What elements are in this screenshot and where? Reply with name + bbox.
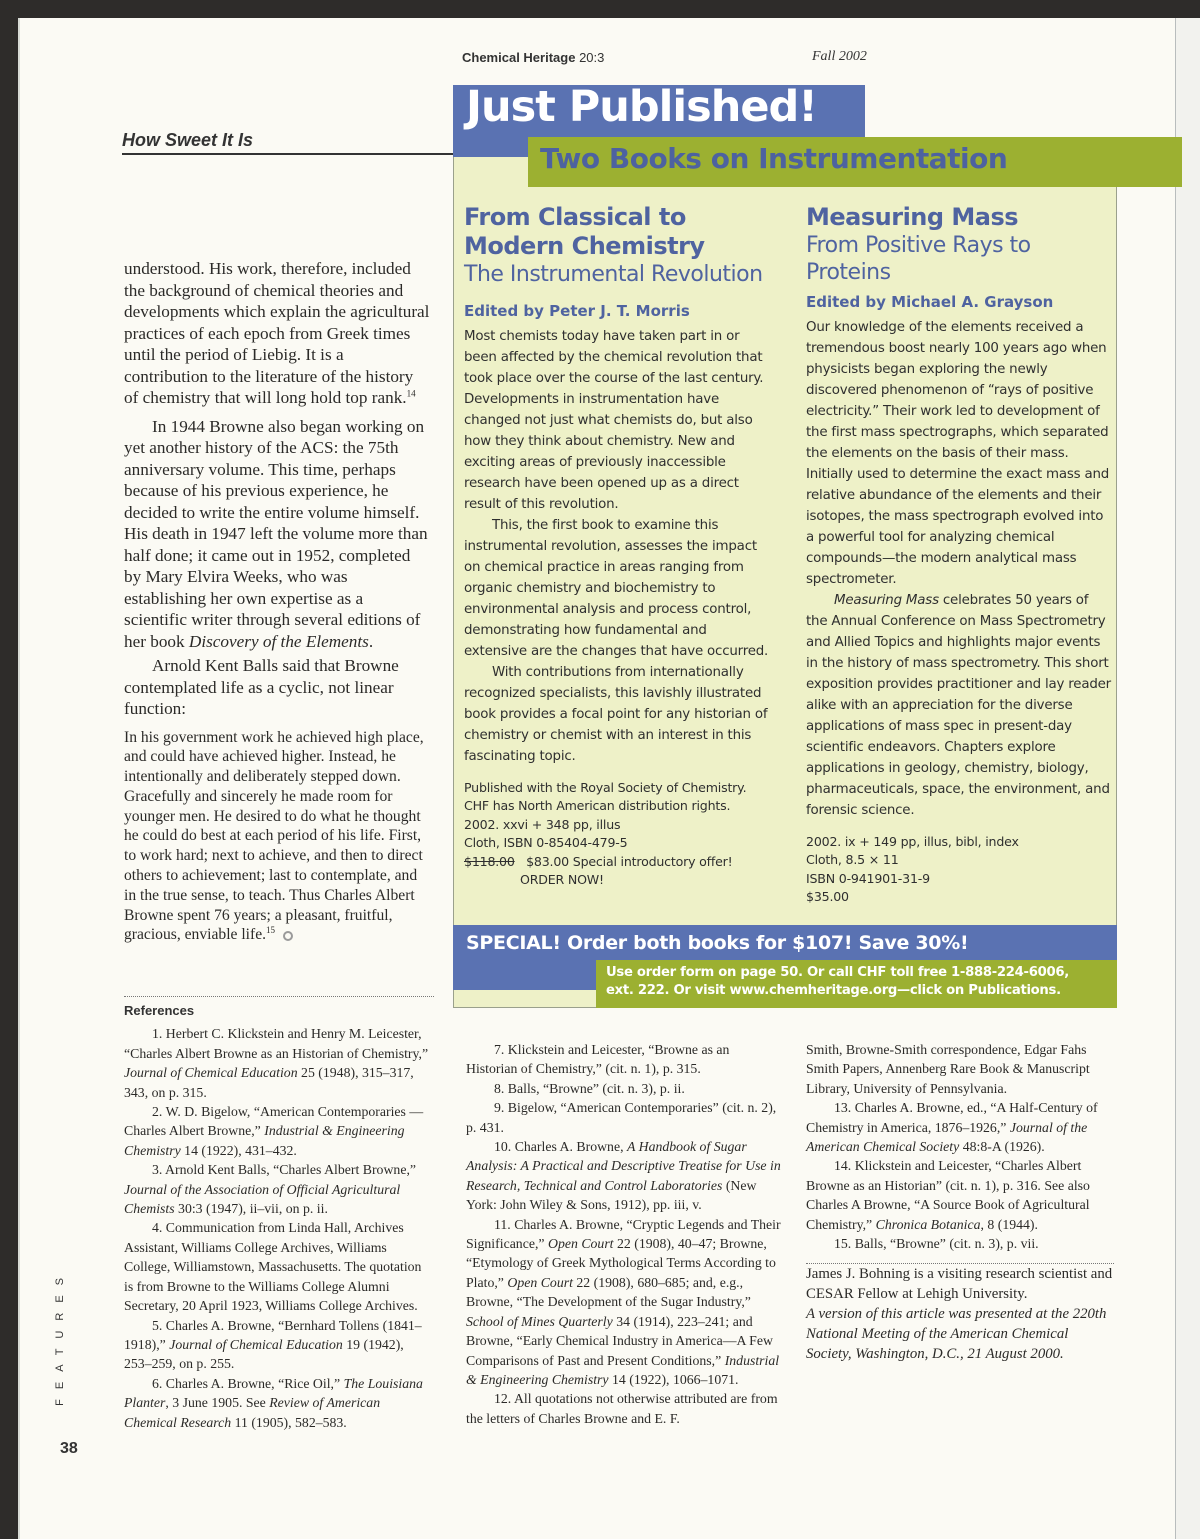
price: $35.00 <box>806 889 849 905</box>
book-description: Our knowledge of the elements received a tremendous boost nearly 100 years ago when physicists began exploring the newly discovered phenomenon of “rays of positive electricity.” Their work led to development of the first mass spectrographs, which separated the elements on the basis of their mass. Initially used to determine the exact mass and relative abundance of the elements and their isotopes, the mass spectrograph evolved into a powerful tool for analyzing chemical compounds—the modern analytical mass spectrometer. <box>806 320 1110 587</box>
book-description: This, the first book to examine this instrumental revolution, assesses the impact on chemical practice in areas ranging from organic chemistry and biochemistry to environmental analysis and process control, demonstrating how fundamental and extensive are the changes that have occurred. <box>464 518 769 659</box>
reference-item <box>124 1160 434 1218</box>
reference-text: 22 (1908), 40–47; Browne, “Etymology of Greek Mythological Terms According to Plato,” <box>466 1236 776 1290</box>
paragraph-text: celebrates 50 years of the Annual Conference on Mass Spectrometry and Allied Topics and highlights major events in the history of mass spectrometry. This short exposition provides practitioner and lay reader alike with an appreciation for the diverse applications of mass spec in present-day scientific endeavors. Chapters explore applications in geology, chemistry, biology, pharmaceuticals, space, the environment, and forensic science. <box>806 593 1111 818</box>
reference-item <box>466 1137 784 1215</box>
section-label <box>54 1268 70 1406</box>
section-label-text: FEATURES <box>54 1268 66 1406</box>
book-listing-classical-modern <box>464 203 769 889</box>
reference-text: Balls, “Browne” (cit. n. 3), p. ii. <box>507 1080 685 1096</box>
reference-title: Journal of the Association of Official Agricultural Chemists <box>124 1181 401 1217</box>
section-title: How Sweet It Is <box>122 130 254 150</box>
reference-text: W. D. Bigelow, “American Contemporaries —Charles Albert Browne,” <box>124 1104 424 1139</box>
order-info-text <box>606 964 1069 1000</box>
reference-text: Charles A. Browne, ed., “A Half-Century of Chemistry in America, 1876–1926,” <box>806 1100 1098 1135</box>
reference-title: Industrial & Engineering Chemistry <box>124 1123 405 1158</box>
references-column-3 <box>806 1040 1114 1364</box>
publisher-note: Published with the Royal Society of Chemistry. <box>464 780 747 795</box>
reference-text: 14 (1922), 1066–1071. <box>608 1371 739 1387</box>
old-price: $118.00 <box>464 853 515 869</box>
book-details <box>806 833 1112 907</box>
reference-text: 30:3 (1947), ii–vii, on p. ii. <box>174 1201 328 1217</box>
reference-item <box>466 1040 784 1079</box>
issue-date: Fall 2002 <box>812 49 867 64</box>
isbn: Cloth, ISBN 0-85404-479-5 <box>464 835 628 851</box>
reference-title: Open Court <box>547 1236 614 1252</box>
reference-item <box>806 1040 1114 1098</box>
article-paragraph: Arnold Kent Balls said that Browne contemplated life as a cyclic, not linear function: <box>124 656 399 718</box>
magazine-name: Chemical Heritage <box>462 50 576 65</box>
book-editor: Edited by Michael A. Grayson <box>806 293 1054 311</box>
references-column-2 <box>466 1040 784 1428</box>
block-quote <box>124 728 430 946</box>
reference-text: 34 (1914), 223–241; and Browne, “Early Chemical Industry in America—A Few Comparisons of Past and Present Conditions,” <box>466 1313 773 1368</box>
book-subtitle: From Positive Rays to Proteins <box>806 233 1031 285</box>
pages-info: 2002. xxvi + 348 pp, illus <box>464 816 621 832</box>
reference-title: Chronica Botanica <box>875 1216 981 1232</box>
reference-text: Klickstein and Leicester, “Charles Albert Browne as an Historian” (cit. n. 1), p. 316. See also Charles A Browne, “A Source Book of Agricultural Chemistry,” <box>806 1158 1090 1232</box>
reference-number: 6. <box>152 1375 166 1391</box>
reference-text: Smith, Browne-Smith correspondence, Edgar Fahs Smith Papers, Annenberg Rare Book & Manuscript Library, University of Pennsylvania. <box>806 1042 1090 1096</box>
book-listing-measuring-mass <box>806 203 1112 907</box>
reference-text: 19 (1942), 253–259, on p. 255. <box>124 1336 404 1372</box>
reference-number: 7. <box>494 1042 508 1057</box>
footnote-ref[interactable]: 15 <box>266 925 276 936</box>
reference-item <box>466 1098 784 1137</box>
ad-subtitle: Two Books on Instrumentation <box>540 142 1008 175</box>
reference-item <box>466 1215 784 1390</box>
paragraph-text: . <box>368 631 374 651</box>
reference-item <box>466 1079 784 1098</box>
reference-text: , 3 June 1905. See <box>165 1395 270 1411</box>
reference-list <box>124 1024 434 1432</box>
reference-number: 13. <box>834 1100 855 1116</box>
pages-info: 2002. ix + 149 pp, illus, bibl, index <box>806 834 1019 849</box>
reference-title: School of Mines Quarterly <box>466 1313 613 1329</box>
facing-page-edge <box>1175 18 1200 1539</box>
article-column <box>124 258 430 945</box>
reference-text: Charles A. Browne, “Cryptic Legends and Their Significance,” <box>466 1216 781 1252</box>
special-offer-text: SPECIAL! Order both books for $107! Save 30%! <box>466 932 969 954</box>
reference-title: Journal of Chemical Education <box>124 1065 298 1081</box>
book-title-ref: Discovery of the Elements <box>188 631 369 651</box>
footnote-ref[interactable]: 14 <box>406 388 416 399</box>
reference-number: 12. <box>494 1391 514 1407</box>
ad-title: Just Published! <box>466 82 817 132</box>
reference-number: 8. <box>494 1080 508 1096</box>
book-title: From Classical to Modern Chemistry <box>464 203 705 260</box>
section-rule <box>122 153 454 155</box>
paragraph-text: In 1944 Browne also began working on yet another history of the ACS: the 75th anniversary volume. This time, perhaps because of his previous experience, he decided to write the entire volume himself. His death in 1947 left the volume more than half done; it came out in 1952, completed by Mary Elvira Weeks, who was establishing her own expertise as a scientific writer through several editions of her book <box>124 416 428 651</box>
book-description <box>806 590 1112 821</box>
reference-text: 11 (1905), 582–583. <box>231 1414 347 1430</box>
divider <box>124 996 434 997</box>
reference-item <box>124 1102 434 1160</box>
references-heading: References <box>124 1003 195 1018</box>
reference-number: 11. <box>494 1216 515 1232</box>
isbn: ISBN 0-941901-31-9 <box>806 870 930 886</box>
article-paragraph <box>124 258 430 409</box>
reference-title: A Handbook of Sugar Analysis: A Practical and Descriptive Treatise for Use in Research, Technical and Control Laboratories <box>466 1139 781 1193</box>
reference-text: (New York: John Wiley & Sons, 1912), pp. iii, v. <box>466 1177 757 1213</box>
reference-text: Charles A. Browne, “Bernhard Tollens (1841–1918),” <box>124 1317 422 1352</box>
reference-item <box>466 1389 784 1428</box>
reference-number: 4. <box>152 1220 166 1236</box>
end-of-article-icon <box>283 931 293 941</box>
reference-number: 9. <box>494 1100 508 1116</box>
page-number: 38 <box>60 1440 78 1457</box>
reference-item <box>124 1024 434 1102</box>
reference-title: Journal of Chemical Education <box>169 1336 343 1352</box>
book-details <box>464 779 769 889</box>
reference-text: Arnold Kent Balls, “Charles Albert Browne,” <box>165 1162 417 1178</box>
price-line <box>464 853 769 871</box>
book-description: Most chemists today have taken part in or been affected by the chemical revolution that took place over the course of the last century. Developments in instrumentation have changed not just what chemists do, but also how they think about chemistry. New and exciting areas of previously inaccessible research have been opened up as a direct result of this revolution. <box>464 329 764 512</box>
reference-title: Journal of the American Chemical Society <box>806 1119 1088 1155</box>
reference-text: Balls, “Browne” (cit. n. 3), p. vii. <box>854 1236 1039 1252</box>
reference-list <box>806 1040 1114 1253</box>
reference-item <box>806 1234 1114 1253</box>
reference-text: Bigelow, “American Contemporaries” (cit. n. 2), p. 431. <box>466 1100 777 1135</box>
quote-text: In his government work he achieved high place, and could have achieved higher. Instead, he intentionally and deliberately stepped down. Gracefully and sincerely he made room for younger men. He desired to do what he thought he could do best at each period of his life. First, to work hard; next to achieve, and then to direct others to achievement; last to contemplate, and in the true sense, to teach. Thus Charles Albert Browne spent 76 years; a pleasant, fruitful, gracious, enviable life. <box>124 728 424 944</box>
book-title: Measuring Mass <box>806 203 1019 231</box>
reference-number: 3. <box>152 1162 166 1178</box>
reference-number: 15. <box>834 1236 855 1252</box>
reference-text: Communication from Linda Hall, Archives Assistant, Williams College Archives, Williams College, Williamstown, Massachusetts. The quotation is from Browne to the Williams College Alumni Secretary, 20 April 1923, Williams College Archives. <box>124 1220 422 1314</box>
reference-text: 14 (1922), 431–432. <box>180 1142 297 1158</box>
reference-item <box>124 1374 434 1432</box>
offer-price: $83.00 Special introductory offer! <box>526 853 733 869</box>
reference-list <box>466 1040 784 1428</box>
author-bio: James J. Bohning is a visiting research scientist and CESAR Fellow at Lehigh University. <box>806 1266 1113 1303</box>
reference-number: 2. <box>152 1104 166 1120</box>
reference-text: All quotations not otherwise attributed are from the letters of Charles Browne and E. F. <box>466 1391 778 1426</box>
reference-number: 10. <box>494 1139 515 1155</box>
running-head <box>462 50 604 65</box>
reference-number: 14. <box>834 1158 855 1174</box>
reference-text: Charles A. Browne, <box>514 1139 627 1155</box>
article-paragraph <box>124 416 430 653</box>
book-title-ref: Measuring Mass <box>834 593 939 608</box>
reference-item <box>806 1098 1114 1156</box>
order-info-line[interactable]: ext. 222. Or visit www.chemheritage.org—click on Publications. <box>606 983 1061 998</box>
reference-text: 25 (1948), 315–317, 343, on p. 315. <box>124 1065 414 1100</box>
order-now-callout[interactable]: ORDER NOW! <box>520 872 604 888</box>
reference-title: Review of American Chemical Research <box>124 1395 381 1430</box>
reference-title: Industrial & Engineering Chemistry <box>466 1352 780 1387</box>
reference-item <box>124 1218 434 1315</box>
book-subtitle: The Instrumental Revolution <box>464 262 763 287</box>
reference-text: Klickstein and Leicester, “Browne as an Historian of Chemistry,” (cit. n. 1), p. 315. <box>466 1042 730 1077</box>
reference-text: 48:8-A (1926). <box>959 1139 1045 1155</box>
paragraph-text: understood. His work, therefore, included the background of chemical theories and developments which explain the agricultural practices of each epoch from Greek times until the period of Liebig. It is a contribution to the literature of the history of chemistry that will long hold top rank. <box>124 259 430 407</box>
reference-number: 1. <box>152 1026 166 1042</box>
reference-item <box>124 1316 434 1374</box>
book-editor: Edited by Peter J. T. Morris <box>464 302 690 320</box>
reference-title: Open Court <box>507 1274 573 1290</box>
presentation-note: A version of this article was presented at the 220th National Meeting of the American Chemical Society, Washington, D.C., 21 August 2000. <box>806 1306 1107 1363</box>
issue-number: 20:3 <box>579 50 605 65</box>
reference-text: Herbert C. Klickstein and Henry M. Leicester, “Charles Albert Browne as an Historian of Chemistry,” <box>124 1026 429 1061</box>
reference-number: 5. <box>152 1317 166 1333</box>
order-info-line: Use order form on page 50. Or call CHF toll free 1-888-224-6006, <box>606 965 1069 980</box>
reference-text: , 8 (1944). <box>980 1216 1038 1232</box>
reference-item <box>806 1156 1114 1234</box>
reference-text: 22 (1908), 680–685; and, e.g., Browne, “The Development of the Sugar Industry,” <box>466 1274 751 1310</box>
references-column-1 <box>124 996 434 1432</box>
reference-text: Charles A. Browne, “Rice Oil,” <box>165 1375 344 1391</box>
format: Cloth, 8.5 × 11 <box>806 852 899 868</box>
book-description: With contributions from internationally recognized specialists, this lavishly illustrated book provides a focal point for any historian of chemistry or chemist with an interest in this fascinating topic. <box>464 665 768 764</box>
distribution-note: CHF has North American distribution rights. <box>464 798 731 814</box>
reference-title: The Louisiana Planter <box>124 1375 423 1411</box>
